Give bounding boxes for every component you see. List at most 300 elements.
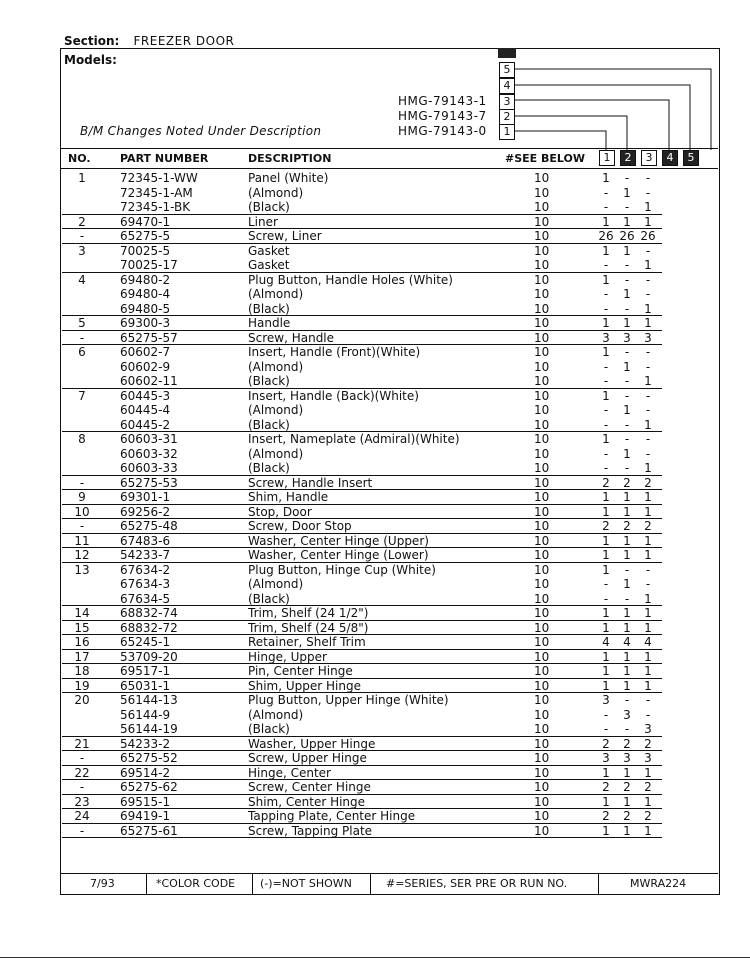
qty-model-3: 1 xyxy=(644,533,652,548)
qty-model-1: 1 xyxy=(602,533,610,548)
qty-model-3: - xyxy=(645,359,651,374)
part-description: Screw, Upper Hinge xyxy=(248,751,367,765)
qty-model-3: 1 xyxy=(644,649,652,664)
qty-model-3: - xyxy=(645,243,651,258)
qty-model-2: 1 xyxy=(623,577,631,591)
part-description: Pin, Center Hinge xyxy=(248,664,353,678)
item-number: 16 xyxy=(74,635,90,649)
section-value: FREEZER DOOR xyxy=(133,34,235,48)
footer-legend xyxy=(60,873,718,894)
see-below-value: 10 xyxy=(534,229,550,243)
qty-model-2: - xyxy=(624,171,630,185)
qty-model-2: - xyxy=(624,345,630,359)
qty-model-2: - xyxy=(624,417,630,432)
part-number: 69301-1 xyxy=(120,490,171,504)
qty-model-2: 4 xyxy=(623,635,631,649)
see-below-value: 10 xyxy=(534,765,550,780)
qty-model-2: 1 xyxy=(623,678,631,693)
qty-model-1: - xyxy=(603,461,609,475)
part-number: 72345-1-AM xyxy=(120,185,193,200)
part-number: 69517-1 xyxy=(120,664,171,678)
see-below-value: 10 xyxy=(534,649,550,664)
table-row xyxy=(62,766,722,781)
qty-model-1: 1 xyxy=(602,171,610,185)
see-below-value: 10 xyxy=(534,374,550,388)
header-top-rule xyxy=(60,148,718,149)
table-row xyxy=(62,751,722,766)
part-number: 56144-13 xyxy=(120,693,178,707)
item-number: 8 xyxy=(78,432,86,446)
qty-model-2: 1 xyxy=(623,765,631,780)
part-description: (Almond) xyxy=(248,403,304,417)
qty-model-1: 1 xyxy=(602,649,610,664)
table-row xyxy=(62,635,722,650)
part-description: Plug Button, Handle Holes (White) xyxy=(248,272,453,287)
qty-model-1: - xyxy=(603,301,609,316)
qty-model-3: 1 xyxy=(644,606,652,620)
item-number: 1 xyxy=(78,171,86,185)
table-row xyxy=(62,418,722,433)
table-row xyxy=(62,592,722,607)
part-description: Washer, Center Hinge (Upper) xyxy=(248,533,429,548)
see-below-value: 10 xyxy=(534,620,550,635)
part-description: Shim, Center Hinge xyxy=(248,794,366,809)
table-row xyxy=(62,693,722,708)
item-number: 5 xyxy=(78,316,86,330)
qty-model-2: - xyxy=(624,388,630,403)
qty-model-3: 1 xyxy=(644,417,652,432)
see-below-value: 10 xyxy=(534,794,550,809)
part-description: Screw, Center Hinge xyxy=(248,780,371,794)
col-header-model-4: 4 xyxy=(662,150,678,166)
part-number: 60602-9 xyxy=(120,359,171,374)
part-description: (Almond) xyxy=(248,446,304,461)
part-number: 65275-48 xyxy=(120,519,178,533)
part-number: 65275-61 xyxy=(120,823,178,838)
item-number: 6 xyxy=(78,345,86,359)
qty-model-3: - xyxy=(645,446,651,461)
part-description: Stop, Door xyxy=(248,504,312,519)
part-number: 68832-72 xyxy=(120,620,178,635)
see-below-value: 10 xyxy=(534,432,550,446)
table-row xyxy=(62,258,722,273)
qty-model-3: - xyxy=(645,693,651,707)
qty-model-3: 1 xyxy=(644,200,652,214)
qty-model-1: 26 xyxy=(598,229,614,243)
qty-model-2: 1 xyxy=(623,794,631,809)
item-number: - xyxy=(79,229,85,243)
footer-divider xyxy=(146,874,147,894)
see-below-value: 10 xyxy=(534,693,550,707)
model-name-1: HMG-79143-1 xyxy=(398,94,487,108)
part-description: Shim, Handle xyxy=(248,490,329,504)
qty-model-1: 1 xyxy=(602,678,610,693)
see-below-value: 10 xyxy=(534,388,550,403)
see-below-value: 10 xyxy=(534,490,550,504)
model-box-5: 5 xyxy=(499,62,515,78)
model-box-2: 2 xyxy=(499,109,515,125)
qty-model-2: 1 xyxy=(623,316,631,330)
qty-model-3: 1 xyxy=(644,490,652,504)
part-number: 67634-5 xyxy=(120,591,171,606)
table-row xyxy=(62,809,722,824)
qty-model-3: 3 xyxy=(644,330,652,345)
qty-model-2: - xyxy=(624,258,630,272)
qty-model-2: 1 xyxy=(623,243,631,258)
part-number: 65245-1 xyxy=(120,635,171,649)
table-row xyxy=(62,432,722,447)
table-row xyxy=(62,519,722,534)
col-header-description: DESCRIPTION xyxy=(248,152,332,165)
see-below-value: 10 xyxy=(534,678,550,693)
table-row xyxy=(62,360,722,375)
part-description: (Almond) xyxy=(248,287,304,301)
qty-model-3: 26 xyxy=(640,229,656,243)
part-description: Hinge, Center xyxy=(248,765,331,780)
item-number: 4 xyxy=(78,272,86,287)
qty-model-2: 1 xyxy=(623,548,631,562)
part-description: Screw, Door Stop xyxy=(248,519,352,533)
qty-model-2: - xyxy=(624,722,630,736)
qty-model-3: 1 xyxy=(644,214,652,229)
item-number: 12 xyxy=(74,548,90,562)
footer-date: 7/93 xyxy=(90,877,115,890)
qty-model-1: 1 xyxy=(602,620,610,635)
part-number: 69300-3 xyxy=(120,316,171,330)
qty-model-3: - xyxy=(645,388,651,403)
part-number: 67634-2 xyxy=(120,562,171,577)
part-number: 70025-17 xyxy=(120,258,178,272)
part-description: (Black) xyxy=(248,301,290,316)
item-number: 20 xyxy=(74,693,90,707)
see-below-value: 10 xyxy=(534,200,550,214)
section-label: Section: xyxy=(64,34,120,48)
qty-model-1: - xyxy=(603,417,609,432)
item-number: 24 xyxy=(74,809,90,823)
qty-model-3: 1 xyxy=(644,461,652,475)
qty-model-2: 3 xyxy=(623,330,631,345)
item-number: 11 xyxy=(74,533,90,548)
header-bottom-rule xyxy=(60,168,718,169)
qty-model-2: 2 xyxy=(623,809,631,823)
table-row xyxy=(62,461,722,476)
qty-model-1: 1 xyxy=(602,272,610,287)
qty-model-2: 26 xyxy=(619,229,635,243)
footer-doc-id: MWRA224 xyxy=(630,877,687,890)
model-connector-lines xyxy=(514,62,719,152)
table-row xyxy=(62,389,722,404)
part-description: (Black) xyxy=(248,200,290,214)
qty-model-1: - xyxy=(603,287,609,301)
qty-model-2: 1 xyxy=(623,504,631,519)
model-box-cap xyxy=(498,48,516,58)
qty-model-3: 1 xyxy=(644,258,652,272)
qty-model-1: - xyxy=(603,446,609,461)
qty-model-1: 1 xyxy=(602,562,610,577)
table-row xyxy=(62,345,722,360)
table-row xyxy=(62,287,722,302)
see-below-value: 10 xyxy=(534,330,550,345)
qty-model-1: 1 xyxy=(602,664,610,678)
item-number: 13 xyxy=(74,562,90,577)
part-number: 56144-19 xyxy=(120,722,178,736)
qty-model-1: - xyxy=(603,374,609,388)
part-number: 69419-1 xyxy=(120,809,171,823)
qty-model-2: 1 xyxy=(623,649,631,664)
item-number: - xyxy=(79,330,85,345)
qty-model-1: 1 xyxy=(602,606,610,620)
see-below-value: 10 xyxy=(534,577,550,591)
qty-model-1: 3 xyxy=(602,330,610,345)
see-below-value: 10 xyxy=(534,823,550,838)
part-number: 56144-9 xyxy=(120,707,171,722)
col-header-no: NO. xyxy=(68,152,91,165)
table-row xyxy=(62,780,722,795)
part-description: Screw, Handle xyxy=(248,330,335,345)
part-description: Panel (White) xyxy=(248,171,329,185)
qty-model-1: 1 xyxy=(602,243,610,258)
part-description: Handle xyxy=(248,316,291,330)
qty-model-3: 3 xyxy=(644,722,652,736)
qty-model-1: - xyxy=(603,577,609,591)
part-description: Shim, Upper Hinge xyxy=(248,678,361,693)
qty-model-2: - xyxy=(624,562,630,577)
qty-model-3: - xyxy=(645,272,651,287)
model-name-3: HMG-79143-0 xyxy=(398,124,487,138)
part-description: Retainer, Shelf Trim xyxy=(248,635,366,649)
qty-model-1: - xyxy=(603,185,609,200)
qty-model-2: 3 xyxy=(623,707,631,722)
part-description: Screw, Handle Insert xyxy=(248,475,373,490)
part-number: 69515-1 xyxy=(120,794,171,809)
qty-model-3: 1 xyxy=(644,765,652,780)
see-below-value: 10 xyxy=(534,345,550,359)
table-row xyxy=(62,534,722,549)
qty-model-2: - xyxy=(624,200,630,214)
footer-series-note: #=SERIES, SER PRE OR RUN NO. xyxy=(386,877,568,890)
part-number: 72345-1-BK xyxy=(120,200,191,214)
item-number: 9 xyxy=(78,490,86,504)
part-number: 68832-74 xyxy=(120,606,178,620)
table-row xyxy=(62,302,722,317)
item-number: - xyxy=(79,780,85,794)
part-description: (Black) xyxy=(248,417,290,432)
see-below-value: 10 xyxy=(534,171,550,185)
part-number: 65275-52 xyxy=(120,751,178,765)
qty-model-1: 1 xyxy=(602,345,610,359)
qty-model-3: - xyxy=(645,171,651,185)
qty-model-3: 1 xyxy=(644,794,652,809)
qty-model-3: 2 xyxy=(644,736,652,751)
table-row xyxy=(62,476,722,491)
qty-model-3: 2 xyxy=(644,475,652,490)
qty-model-3: - xyxy=(645,403,651,417)
part-number: 60602-11 xyxy=(120,374,178,388)
model-name-2: HMG-79143-7 xyxy=(398,109,487,123)
qty-model-3: - xyxy=(645,185,651,200)
see-below-value: 10 xyxy=(534,403,550,417)
see-below-value: 10 xyxy=(534,461,550,475)
qty-model-3: 4 xyxy=(644,635,652,649)
part-description: Trim, Shelf (24 5/8") xyxy=(248,620,369,635)
footer-divider xyxy=(598,874,599,894)
part-description: (Almond) xyxy=(248,185,304,200)
item-number: 21 xyxy=(74,736,90,751)
qty-model-1: 2 xyxy=(602,809,610,823)
part-description: Gasket xyxy=(248,243,290,258)
col-header-see-below: #SEE BELOW xyxy=(505,152,585,165)
see-below-value: 10 xyxy=(534,548,550,562)
part-number: 60603-32 xyxy=(120,446,178,461)
item-number: 10 xyxy=(74,504,90,519)
col-header-model-1: 1 xyxy=(599,150,615,166)
part-description: Insert, Nameplate (Admiral)(White) xyxy=(248,432,460,446)
see-below-value: 10 xyxy=(534,272,550,287)
qty-model-1: 1 xyxy=(602,316,610,330)
qty-model-2: 1 xyxy=(623,185,631,200)
qty-model-3: 1 xyxy=(644,591,652,606)
table-row xyxy=(62,664,722,679)
model-box-3: 3 xyxy=(499,94,515,110)
qty-model-2: 2 xyxy=(623,519,631,533)
item-number: 14 xyxy=(74,606,90,620)
table-row xyxy=(62,650,722,665)
see-below-value: 10 xyxy=(534,809,550,823)
qty-model-1: - xyxy=(603,707,609,722)
part-number: 65031-1 xyxy=(120,678,171,693)
item-number: 7 xyxy=(78,388,86,403)
footer-divider xyxy=(370,874,371,894)
qty-model-1: 3 xyxy=(602,693,610,707)
part-number: 69256-2 xyxy=(120,504,171,519)
table-row xyxy=(62,795,722,810)
qty-model-1: - xyxy=(603,591,609,606)
qty-model-2: 1 xyxy=(623,403,631,417)
part-description: Liner xyxy=(248,214,278,229)
qty-model-2: 2 xyxy=(623,780,631,794)
qty-model-2: 3 xyxy=(623,751,631,765)
bm-changes-note: B/M Changes Noted Under Description xyxy=(80,124,322,138)
see-below-value: 10 xyxy=(534,591,550,606)
model-box-4: 4 xyxy=(499,78,515,94)
item-number: - xyxy=(79,519,85,533)
see-below-value: 10 xyxy=(534,664,550,678)
footer-not-shown: (-)=NOT SHOWN xyxy=(260,877,352,890)
part-description: Trim, Shelf (24 1/2") xyxy=(248,606,369,620)
qty-model-2: 1 xyxy=(623,606,631,620)
part-number: 67634-3 xyxy=(120,577,171,591)
table-row xyxy=(62,708,722,723)
see-below-value: 10 xyxy=(534,751,550,765)
see-below-value: 10 xyxy=(534,736,550,751)
see-below-value: 10 xyxy=(534,475,550,490)
item-number: 2 xyxy=(78,214,86,229)
qty-model-3: 1 xyxy=(644,620,652,635)
see-below-value: 10 xyxy=(534,635,550,649)
col-header-model-2: 2 xyxy=(620,150,636,166)
part-number: 60603-33 xyxy=(120,461,178,475)
qty-model-2: 1 xyxy=(623,214,631,229)
part-description: Insert, Handle (Back)(White) xyxy=(248,388,419,403)
see-below-value: 10 xyxy=(534,185,550,200)
part-number: 60602-7 xyxy=(120,345,171,359)
part-description: (Black) xyxy=(248,374,290,388)
qty-model-3: - xyxy=(645,577,651,591)
footer-divider xyxy=(252,874,253,894)
parts-table xyxy=(62,171,722,838)
see-below-value: 10 xyxy=(534,446,550,461)
qty-model-1: 2 xyxy=(602,736,610,751)
see-below-value: 10 xyxy=(534,533,550,548)
models-label: Models: xyxy=(64,53,117,67)
item-number: 18 xyxy=(74,664,90,678)
qty-model-2: - xyxy=(624,272,630,287)
qty-model-1: - xyxy=(603,258,609,272)
table-row xyxy=(62,171,722,186)
footer-color-code: *COLOR CODE xyxy=(156,877,236,890)
part-description: Plug Button, Upper Hinge (White) xyxy=(248,693,449,707)
qty-model-1: 4 xyxy=(602,635,610,649)
see-below-value: 10 xyxy=(534,316,550,330)
part-number: 70025-5 xyxy=(120,243,171,258)
see-below-value: 10 xyxy=(534,287,550,301)
table-row xyxy=(62,505,722,520)
qty-model-2: 1 xyxy=(623,359,631,374)
qty-model-1: 1 xyxy=(602,490,610,504)
qty-model-2: 1 xyxy=(623,620,631,635)
see-below-value: 10 xyxy=(534,562,550,577)
part-description: Washer, Upper Hinge xyxy=(248,736,376,751)
qty-model-3: - xyxy=(645,707,651,722)
part-number: 65275-53 xyxy=(120,475,178,490)
qty-model-2: 1 xyxy=(623,490,631,504)
part-number: 60445-2 xyxy=(120,417,171,432)
qty-model-3: 2 xyxy=(644,809,652,823)
table-row xyxy=(62,621,722,636)
qty-model-1: 1 xyxy=(602,548,610,562)
see-below-value: 10 xyxy=(534,417,550,432)
see-below-value: 10 xyxy=(534,214,550,229)
qty-model-3: 1 xyxy=(644,823,652,838)
see-below-value: 10 xyxy=(534,722,550,736)
page-bottom-rule xyxy=(0,957,750,958)
table-row xyxy=(62,331,722,346)
qty-model-1: 2 xyxy=(602,519,610,533)
item-number: 15 xyxy=(74,620,90,635)
part-description: (Almond) xyxy=(248,359,304,374)
table-row xyxy=(62,447,722,462)
qty-model-2: 1 xyxy=(623,533,631,548)
qty-model-1: 1 xyxy=(602,432,610,446)
part-number: 60445-3 xyxy=(120,388,171,403)
item-number: 23 xyxy=(74,794,90,809)
qty-model-3: - xyxy=(645,562,651,577)
qty-model-1: 1 xyxy=(602,794,610,809)
qty-model-1: 2 xyxy=(602,475,610,490)
table-row xyxy=(62,577,722,592)
see-below-value: 10 xyxy=(534,301,550,316)
table-row xyxy=(62,316,722,331)
table-row xyxy=(62,563,722,578)
qty-model-3: 1 xyxy=(644,301,652,316)
part-description: (Black) xyxy=(248,722,290,736)
table-row xyxy=(62,374,722,389)
qty-model-2: 1 xyxy=(623,664,631,678)
qty-model-3: 1 xyxy=(644,664,652,678)
part-number: 65275-57 xyxy=(120,330,178,345)
qty-model-1: - xyxy=(603,359,609,374)
part-number: 65275-62 xyxy=(120,780,178,794)
